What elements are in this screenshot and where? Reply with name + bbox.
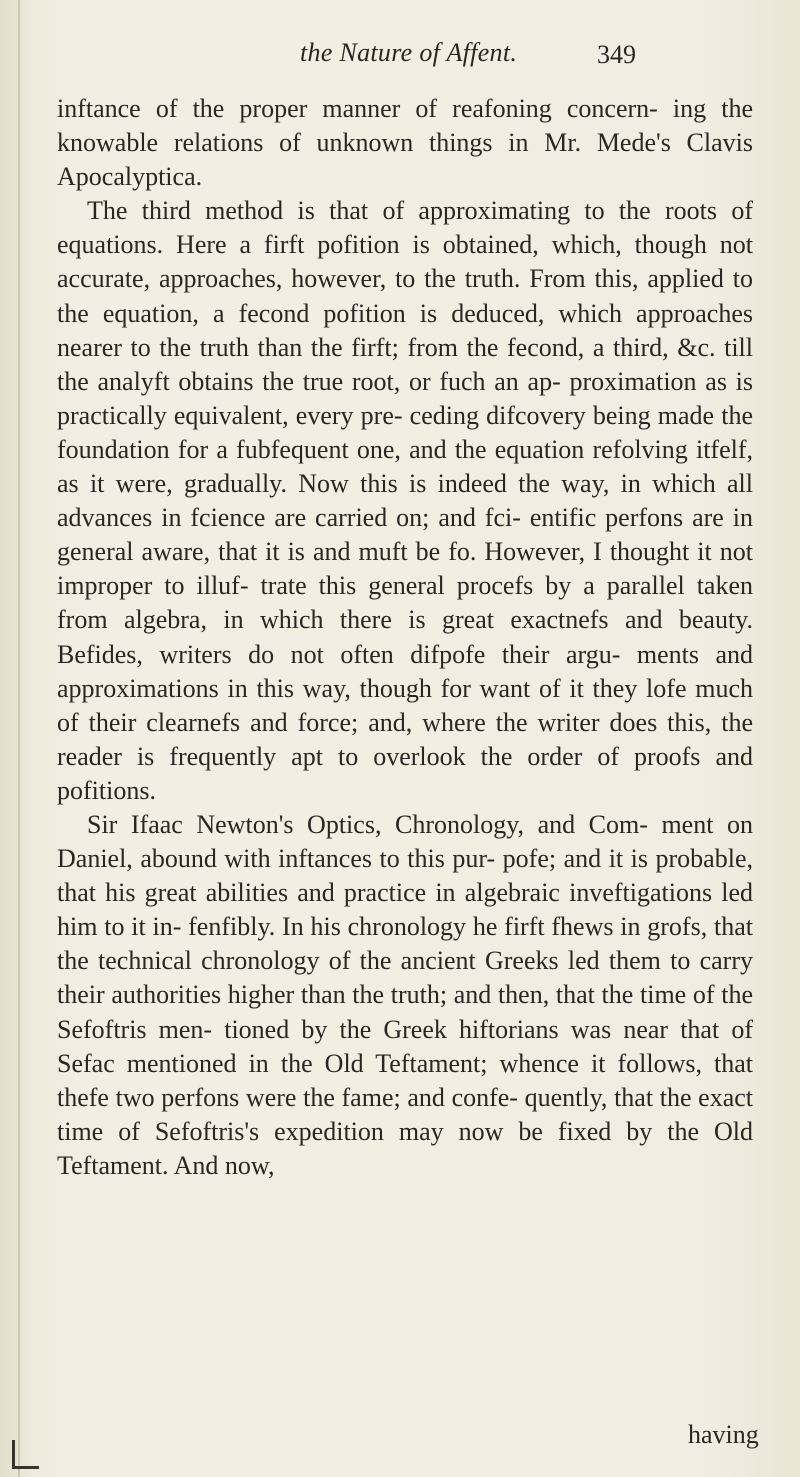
binding-gutter <box>18 0 20 1477</box>
page-header <box>300 38 636 78</box>
corner-mark <box>12 1440 39 1469</box>
paragraph-1: inftance of the proper manner of reafoning concern- ing the knowable relations of unknown things in Mr. Mede's Clavis Apocalyptica. <box>57 94 753 192</box>
body-text <box>57 92 753 1183</box>
page-number: 349 <box>597 40 636 69</box>
paragraph-3: Sir Ifaac Newton's Optics, Chronology, and Com- ment on Daniel, abound with inftances to this pur- pofe; and it is probable, that his great abilities and practice in algebraic inveftigations led him to it in- fenfibly. In his chronology he firft fhews in grofs, that the technical chronology of the ancient Greeks led them to carry their authorities higher than the truth; and then, that the time of the Sefoftris men- tioned by the Greek hiftorians was near that of Sefac mentioned in the Old Teftament; whence it follows, that thefe two perfons were the fame; and confe- quently, that the exact time of Sefoftris's expedition may now be fixed by the Old Teftament. And now, <box>57 809 753 1180</box>
running-title: the Nature of Affent. <box>300 38 518 67</box>
catchword: having <box>688 1420 759 1449</box>
paragraph-2: The third method is that of approximating to the roots of equations. Here a firft pofition is obtained, which, though not accurate, approaches, however, to the truth. From this, applied to the equation, a fecond pofition is deduced, which approaches nearer to the truth than the firft; from the fecond, a third, &c. till the analyft obtains the true root, or fuch an ap- proximation as is practically equivalent, every pre- ceding difcovery being made the foundation for a fubfequent one, and the equation refolving itfelf, as it were, gradually. Now this is indeed the way, in which all advances in fcience are carried on; and fci- entific perfons are in general aware, that it is and muft be fo. However, I thought it not improper to illuf- trate this general procefs by a parallel taken from algebra, in which there is great exactnefs and beauty. Befides, writers do not often difpofe their argu- ments and approximations in this way, though for want of it they lofe much of their clearnefs and force; and, where the writer does this, the reader is frequently apt to overlook the order of proofs and pofitions. <box>57 196 753 805</box>
